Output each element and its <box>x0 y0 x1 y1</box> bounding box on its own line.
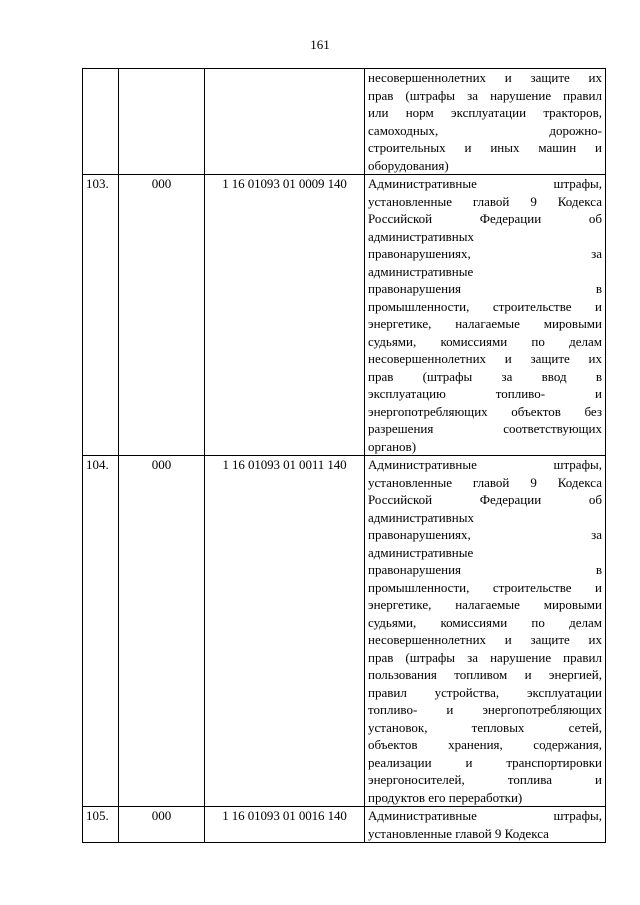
table-row <box>83 807 606 843</box>
description-line: установленные главой 9 Кодекса <box>368 474 602 490</box>
description-line: энергетике, налагаемые мировыми <box>368 316 602 331</box>
row-number: 105. <box>83 807 119 843</box>
description-line: энергопотребляющих объектов без <box>368 403 602 419</box>
revenue-description <box>365 175 606 456</box>
description-line: несовершеннолетних и защите их <box>368 632 602 647</box>
description-line: реализации и транспортировки <box>368 754 602 770</box>
budget-classification-code: 1 16 01093 01 0009 140 <box>205 175 365 456</box>
description-line: Российской Федерации об <box>368 492 602 507</box>
budget-classification-code: 1 16 01093 01 0011 140 <box>205 456 365 807</box>
admin-code: 000 <box>119 175 205 456</box>
description-line: топливо- и энергопотребляющих <box>368 702 602 717</box>
description-line: установленные главой 9 Кодекса <box>368 193 602 209</box>
table-row <box>83 175 606 456</box>
description-line: промышленности, строительстве и <box>368 579 602 595</box>
description-line: установленные главой 9 Кодекса <box>368 825 549 841</box>
description-line: Административные штрафы, <box>368 808 602 823</box>
description-line: административные <box>368 263 474 279</box>
description-line: правил устройства, эксплуатации <box>368 684 602 700</box>
description-line: установок, тепловых сетей, <box>368 719 602 735</box>
budget-classification-code: 1 16 01093 01 0016 140 <box>205 807 365 843</box>
row-number: 103. <box>83 175 119 456</box>
admin-code: 000 <box>119 807 205 843</box>
description-line: Российской Федерации об <box>368 211 602 226</box>
description-line: промышленности, строительстве и <box>368 298 602 314</box>
admin-code: 000 <box>119 456 205 807</box>
description-line: Административные штрафы, <box>368 176 602 191</box>
description-line: правонарушениях, за <box>368 246 602 261</box>
description-line: судьями, комиссиями по делам <box>368 333 602 349</box>
description-line: прав (штрафы за нарушение правил <box>368 87 602 103</box>
revenue-description <box>365 807 606 843</box>
table-row <box>83 69 606 175</box>
description-line: административных <box>368 228 474 244</box>
description-line: строительных и иных машин и <box>368 140 602 155</box>
row-number <box>83 69 119 175</box>
description-line: самоходных, дорожно- <box>368 122 602 138</box>
description-line: энергоносителей, топлива и <box>368 772 602 787</box>
admin-code <box>119 69 205 175</box>
description-line: правонарушения в <box>368 562 602 577</box>
description-line: продуктов его переработки) <box>368 789 523 805</box>
description-line: оборудования) <box>368 157 449 173</box>
description-line: Административные штрафы, <box>368 457 602 472</box>
description-line: правонарушения в <box>368 281 602 296</box>
fines-table <box>82 68 606 843</box>
description-line: эксплуатацию топливо- и <box>368 386 602 401</box>
description-line: разрешения соответствующих <box>368 421 602 436</box>
description-line: пользования топливом и энергией, <box>368 667 602 682</box>
description-line: административных <box>368 509 474 525</box>
description-line: судьями, комиссиями по делам <box>368 614 602 630</box>
description-line: правонарушениях, за <box>368 527 602 542</box>
description-line: объектов хранения, содержания, <box>368 737 602 752</box>
description-line: прав (штрафы за нарушение правил <box>368 649 602 665</box>
row-number: 104. <box>83 456 119 807</box>
page-number: 161 <box>310 37 330 52</box>
description-line: энергетике, налагаемые мировыми <box>368 597 602 612</box>
description-line: административные <box>368 544 474 560</box>
budget-classification-code <box>205 69 365 175</box>
description-line: или норм эксплуатации тракторов, <box>368 105 602 120</box>
revenue-description <box>365 456 606 807</box>
description-line: несовершеннолетних и защите их <box>368 351 602 366</box>
description-line: прав (штрафы за ввод в <box>368 368 602 384</box>
description-line: органов) <box>368 438 417 454</box>
description-line: несовершеннолетних и защите их <box>368 70 602 85</box>
table-row <box>83 456 606 807</box>
revenue-description <box>365 69 606 175</box>
